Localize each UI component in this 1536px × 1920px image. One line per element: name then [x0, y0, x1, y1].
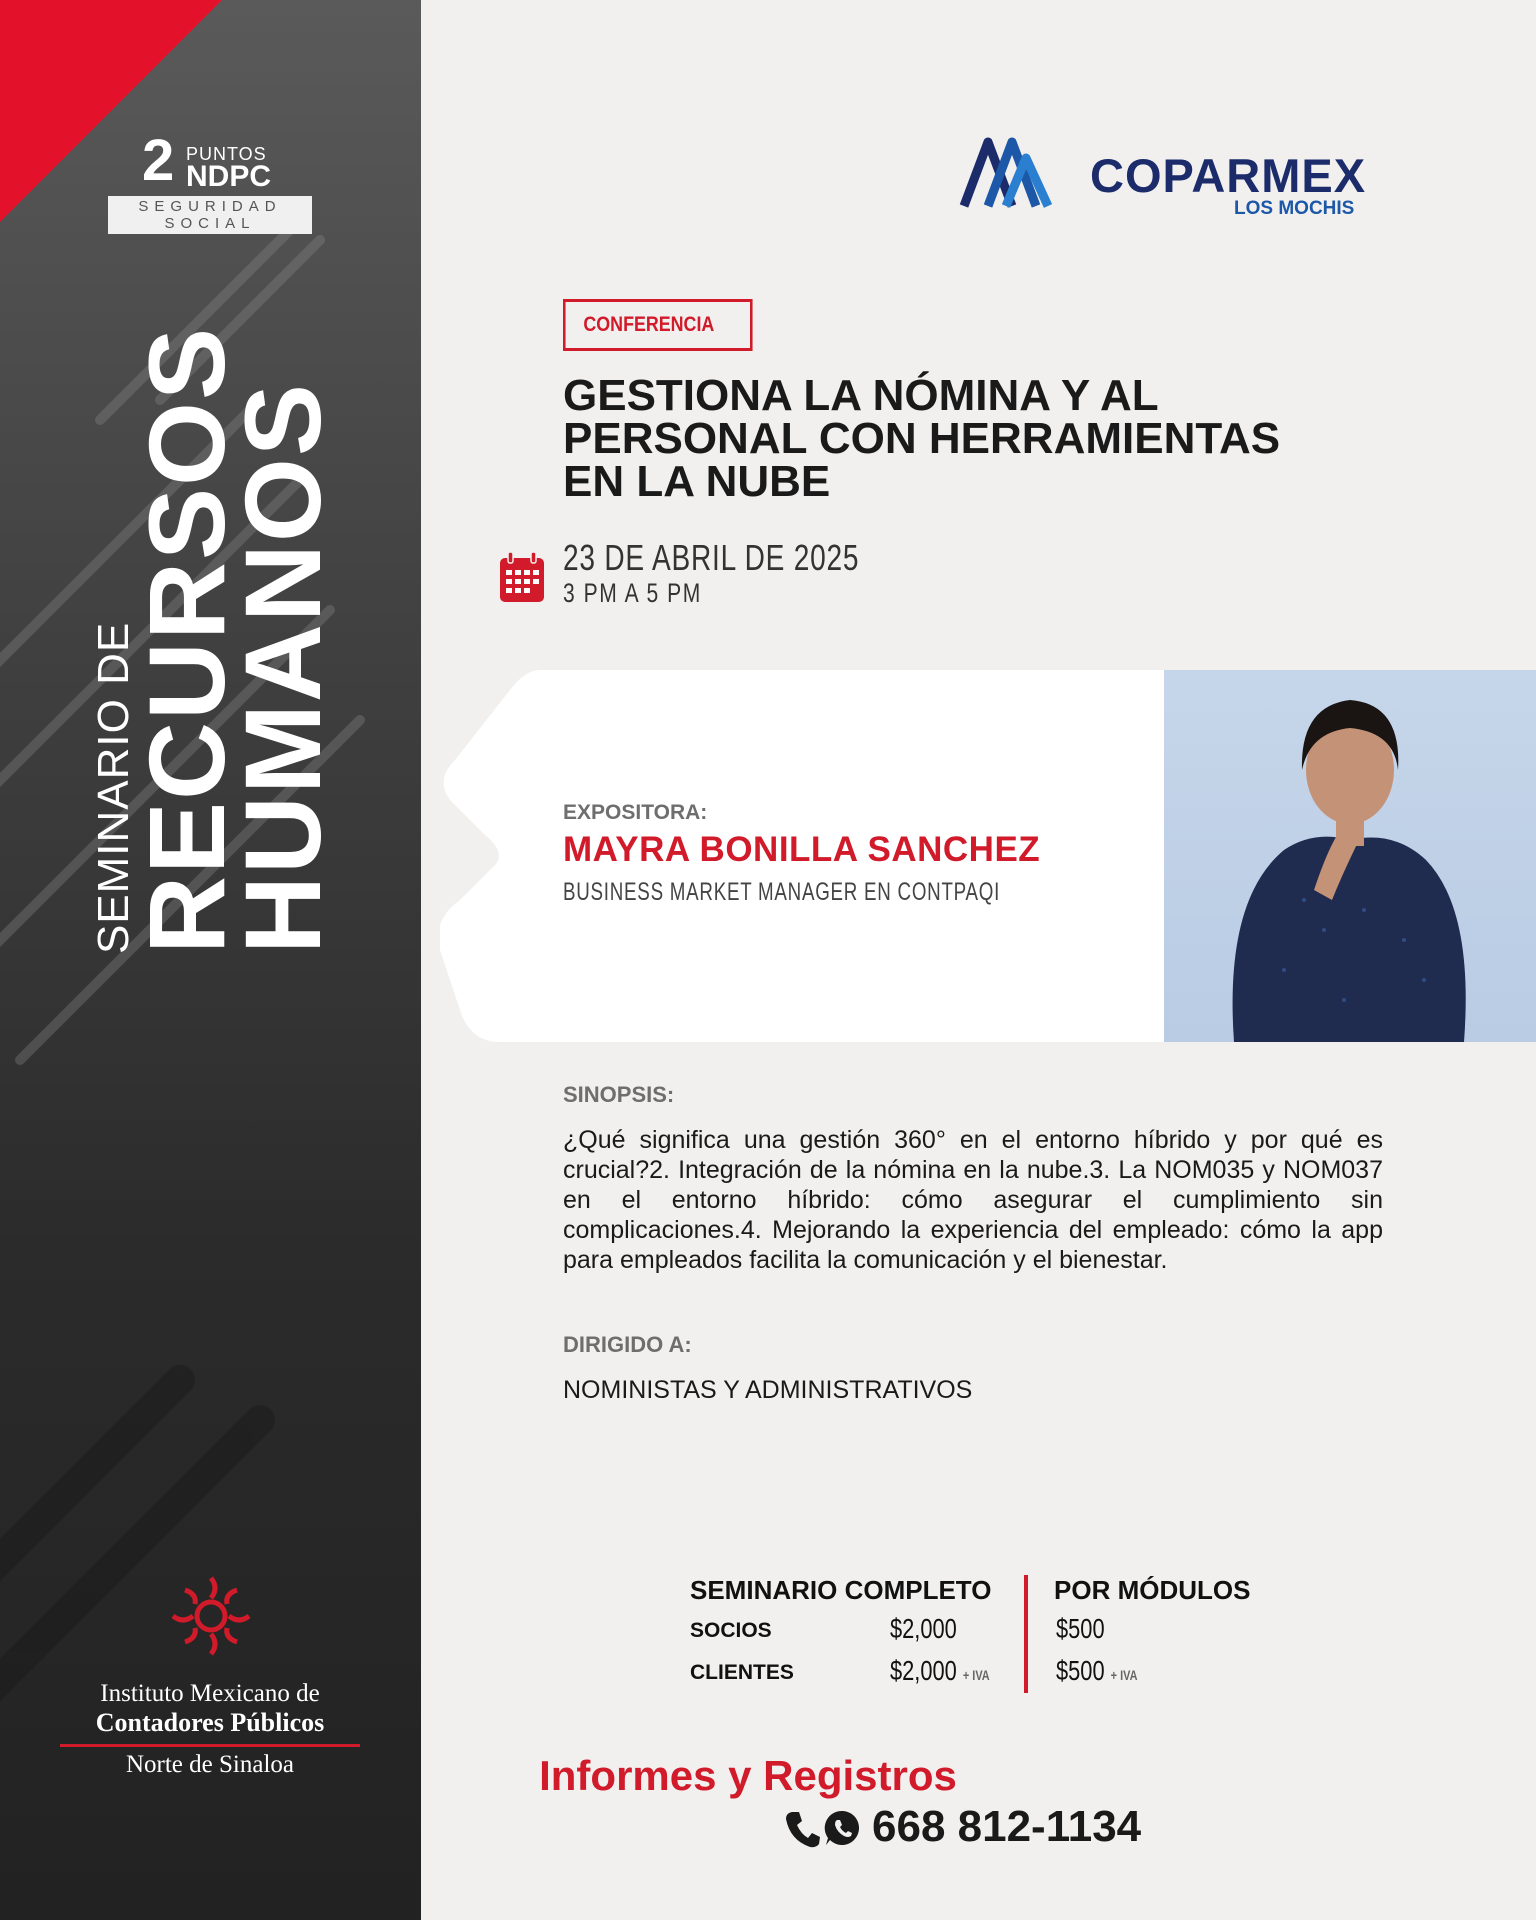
- calendar-icon: [498, 552, 546, 604]
- brand-sub: LOS MOCHIS: [1234, 198, 1355, 219]
- speaker-role: BUSINESS MARKET MANAGER EN CONTPAQI: [563, 878, 1001, 906]
- iva-note: + IVA: [1110, 1667, 1138, 1683]
- price-value: $500: [1056, 1613, 1105, 1644]
- price-value: $2,000: [890, 1613, 957, 1644]
- brand-name: COPARMEX: [1090, 149, 1367, 202]
- event-title-line: EN LA NUBE: [563, 457, 831, 506]
- pricing-full-price: [890, 1613, 957, 1645]
- sidebar-title-line3: HUMANOS: [222, 382, 343, 955]
- badge-puntos: PUNTOS: [186, 144, 267, 164]
- synopsis-label: SINOPSIS:: [563, 1082, 675, 1107]
- sidebar-title-line2: RECURSOS: [126, 325, 247, 955]
- audience-text: NOMINISTAS Y ADMINISTRATIVOS: [563, 1376, 973, 1404]
- synopsis-text: ¿Qué significa una gestión 360° en el entorno híbrido y por qué es crucial?2. Integración de la nómina en la nube.3. La NOM035 y NOM037 en el entorno híbrido: cómo asegurar el cumplimiento sin complicaciones.4. Mejorando la experiencia del empleado: cómo la app para empleados facilita la comunicación y el bienestar.: [563, 1126, 1383, 1274]
- event-time: 3 PM A 5 PM: [563, 578, 702, 608]
- contact-title: Informes y Registros: [539, 1752, 957, 1799]
- institute-line3: Norte de Sinaloa: [125, 1751, 294, 1778]
- price-value: $500: [1056, 1655, 1105, 1686]
- institute-name: [60, 1570, 360, 1779]
- pricing-module-header: POR MÓDULOS: [1054, 1575, 1251, 1605]
- event-title-line: PERSONAL CON HERRAMIENTAS: [563, 414, 1281, 463]
- event-date: 23 DE ABRIL DE 2025: [563, 537, 860, 578]
- badge-ndpc: NDPC: [186, 160, 272, 193]
- institute-line2: Contadores Públicos: [60, 1708, 360, 1747]
- pricing-row-label: SOCIOS: [690, 1619, 772, 1642]
- phone-number: 668 812-1134: [872, 1802, 1142, 1851]
- pricing-full-header: SEMINARIO COMPLETO: [690, 1575, 992, 1605]
- pricing-full-price: [890, 1655, 990, 1687]
- sidebar-panel: [0, 0, 421, 1920]
- coparmex-mark-icon: [958, 130, 1054, 216]
- coparmex-logo: [958, 130, 1367, 221]
- phone-icon: [786, 1810, 820, 1848]
- event-type-tag: CONFERENCIA: [563, 299, 753, 351]
- pricing-module-price: [1056, 1655, 1137, 1687]
- whatsapp-icon: [824, 1809, 862, 1847]
- sidebar-title-line1: SEMINARIO DE: [89, 621, 138, 955]
- badge-seguridad-social: [108, 196, 312, 234]
- price-value: $2,000: [890, 1655, 957, 1686]
- sidebar-title: [89, 325, 343, 955]
- speaker-portrait-icon: [1164, 670, 1536, 1042]
- speaker-label: EXPOSITORA:: [563, 801, 708, 824]
- audience-label: DIRIGIDO A:: [563, 1332, 692, 1357]
- badge-number: 2: [142, 128, 175, 193]
- badge-seguridad: SEGURIDAD: [138, 198, 282, 215]
- speaker-name: MAYRA BONILLA SANCHEZ: [563, 830, 1041, 869]
- speaker-photo: [1164, 670, 1536, 1042]
- pricing-divider: [1024, 1575, 1028, 1693]
- iva-note: + IVA: [962, 1667, 990, 1683]
- pricing-table: [690, 1575, 1290, 1695]
- pricing-row-label: CLIENTES: [690, 1661, 794, 1684]
- event-title-line: GESTIONA LA NÓMINA Y AL: [563, 371, 1159, 420]
- pricing-module-price: [1056, 1613, 1105, 1645]
- badge-social: SOCIAL: [164, 215, 256, 232]
- event-title: [563, 371, 1403, 506]
- institute-line1: Instituto Mexicano de: [100, 1680, 320, 1707]
